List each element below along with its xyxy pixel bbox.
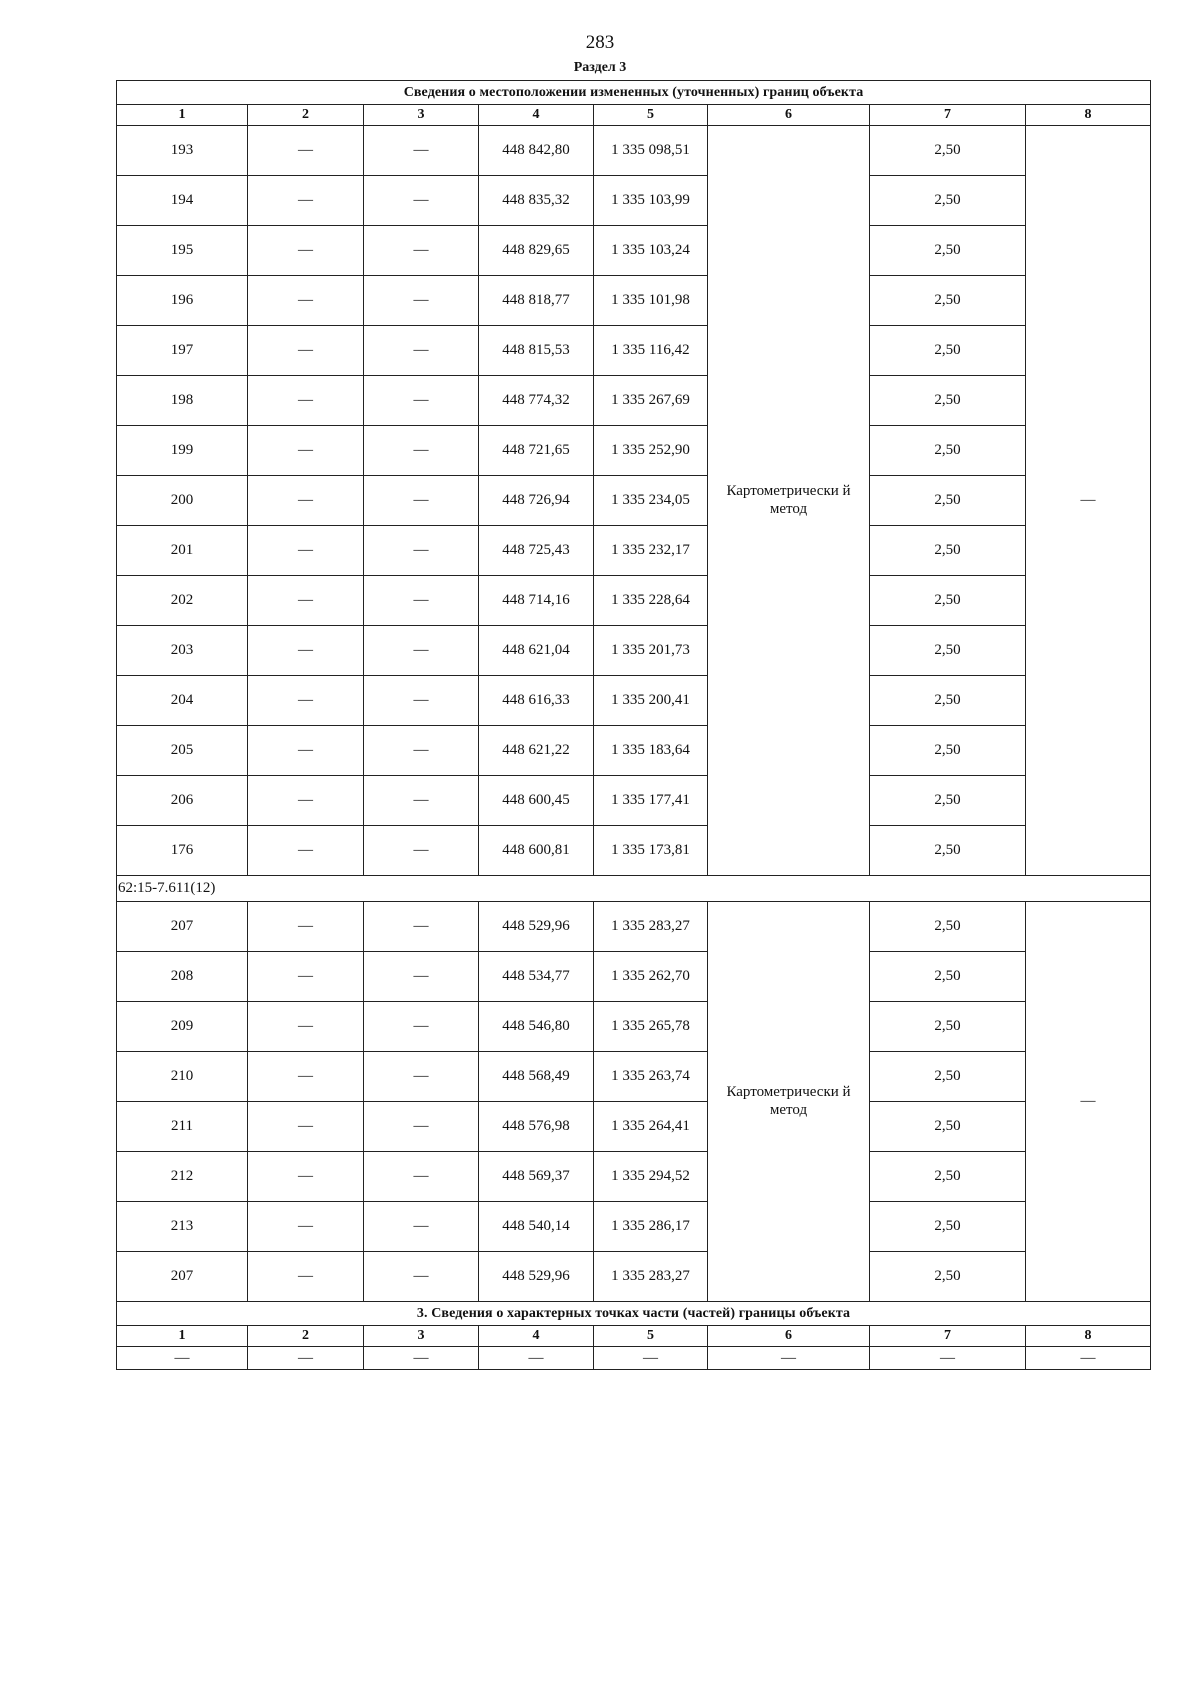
table-row [117, 1347, 1151, 1370]
previous-x: — [248, 576, 364, 626]
empty-cell: — [870, 1347, 1026, 1370]
table-row [117, 476, 1151, 526]
table-row [117, 1102, 1151, 1152]
accuracy-value: 2,50 [870, 176, 1026, 226]
previous-x: — [248, 476, 364, 526]
point-number: 199 [117, 426, 248, 476]
previous-y: — [364, 326, 479, 376]
table-row [117, 276, 1151, 326]
table-row [117, 176, 1151, 226]
empty-cell: — [117, 1347, 248, 1370]
coordinate-y: 1 335 098,51 [594, 126, 708, 176]
previous-x: — [248, 726, 364, 776]
coordinate-y: 1 335 283,27 [594, 902, 708, 952]
empty-cell: — [248, 1347, 364, 1370]
table-row [117, 226, 1151, 276]
column-header: 8 [1026, 1326, 1151, 1347]
table-row [117, 1252, 1151, 1302]
coordinate-x: 448 714,16 [479, 576, 594, 626]
previous-x: — [248, 276, 364, 326]
coordinate-x: 448 815,53 [479, 326, 594, 376]
accuracy-value: 2,50 [870, 776, 1026, 826]
point-number: 196 [117, 276, 248, 326]
previous-y: — [364, 526, 479, 576]
accuracy-value: 2,50 [870, 826, 1026, 876]
previous-y: — [364, 1202, 479, 1252]
previous-y: — [364, 476, 479, 526]
coordinate-y: 1 335 234,05 [594, 476, 708, 526]
column-header: 7 [870, 105, 1026, 126]
coordinate-y: 1 335 103,99 [594, 176, 708, 226]
previous-y: — [364, 176, 479, 226]
accuracy-value: 2,50 [870, 1202, 1026, 1252]
column-header: 6 [708, 1326, 870, 1347]
accuracy-value: 2,50 [870, 1002, 1026, 1052]
parts-caption: 3. Сведения о характерных точках части (частей) границы объекта [117, 1302, 1151, 1326]
point-number: 194 [117, 176, 248, 226]
table-caption: Сведения о местоположении измененных (уточненных) границ объекта [117, 81, 1151, 105]
accuracy-value: 2,50 [870, 1252, 1026, 1302]
section-title: Раздел 3 [573, 60, 627, 75]
coordinate-x: 448 835,32 [479, 176, 594, 226]
previous-x: — [248, 1152, 364, 1202]
table-row [117, 426, 1151, 476]
previous-y: — [364, 1052, 479, 1102]
table-row [117, 576, 1151, 626]
accuracy-value: 2,50 [870, 526, 1026, 576]
coordinate-y: 1 335 228,64 [594, 576, 708, 626]
column-header: 4 [479, 105, 594, 126]
column-header: 5 [594, 1326, 708, 1347]
coordinate-y: 1 335 264,41 [594, 1102, 708, 1152]
previous-y: — [364, 726, 479, 776]
coordinate-x: 448 534,77 [479, 952, 594, 1002]
point-number: 210 [117, 1052, 248, 1102]
coordinate-x: 448 842,80 [479, 126, 594, 176]
coordinate-y: 1 335 286,17 [594, 1202, 708, 1252]
coordinate-x: 448 774,32 [479, 376, 594, 426]
previous-x: — [248, 1202, 364, 1252]
previous-x: — [248, 1002, 364, 1052]
coordinate-y: 1 335 200,41 [594, 676, 708, 726]
accuracy-value: 2,50 [870, 476, 1026, 526]
previous-x: — [248, 226, 364, 276]
point-number: 212 [117, 1152, 248, 1202]
coordinate-y: 1 335 103,24 [594, 226, 708, 276]
coordinate-y: 1 335 232,17 [594, 526, 708, 576]
table-row [117, 726, 1151, 776]
point-number: 213 [117, 1202, 248, 1252]
table-row [117, 1002, 1151, 1052]
table-row [117, 526, 1151, 576]
column-header: 1 [117, 105, 248, 126]
previous-y: — [364, 376, 479, 426]
previous-y: — [364, 576, 479, 626]
previous-y: — [364, 126, 479, 176]
previous-x: — [248, 426, 364, 476]
table-row [117, 376, 1151, 426]
point-number: 202 [117, 576, 248, 626]
previous-x: — [248, 376, 364, 426]
previous-y: — [364, 952, 479, 1002]
previous-x: — [248, 676, 364, 726]
coordinate-y: 1 335 283,27 [594, 1252, 708, 1302]
previous-x: — [248, 526, 364, 576]
previous-y: — [364, 1102, 479, 1152]
column-header: 3 [364, 105, 479, 126]
coordinate-x: 448 818,77 [479, 276, 594, 326]
table-row [117, 326, 1151, 376]
coordinate-y: 1 335 262,70 [594, 952, 708, 1002]
coordinate-x: 448 600,81 [479, 826, 594, 876]
accuracy-value: 2,50 [870, 952, 1026, 1002]
point-number: 193 [117, 126, 248, 176]
point-number: 203 [117, 626, 248, 676]
point-number: 208 [117, 952, 248, 1002]
accuracy-value: 2,50 [870, 726, 1026, 776]
column-header: 2 [248, 1326, 364, 1347]
coordinate-x: 448 726,94 [479, 476, 594, 526]
column-header: 2 [248, 105, 364, 126]
boundary-coordinates-table [116, 80, 1151, 1370]
coordinate-x: 448 546,80 [479, 1002, 594, 1052]
empty-cell: — [708, 1347, 870, 1370]
table-row [117, 1202, 1151, 1252]
previous-x: — [248, 902, 364, 952]
previous-y: — [364, 776, 479, 826]
table-row [117, 776, 1151, 826]
coordinate-x: 448 540,14 [479, 1202, 594, 1252]
accuracy-value: 2,50 [870, 1102, 1026, 1152]
column-header: 4 [479, 1326, 594, 1347]
accuracy-value: 2,50 [870, 376, 1026, 426]
accuracy-value: 2,50 [870, 576, 1026, 626]
coordinate-x: 448 725,43 [479, 526, 594, 576]
empty-cell: — [594, 1347, 708, 1370]
accuracy-value: 2,50 [870, 226, 1026, 276]
coordinate-y: 1 335 263,74 [594, 1052, 708, 1102]
coordinate-x: 448 529,96 [479, 902, 594, 952]
point-number: 209 [117, 1002, 248, 1052]
empty-cell: — [1026, 1347, 1151, 1370]
column-header: 5 [594, 105, 708, 126]
previous-y: — [364, 626, 479, 676]
description-cell: — [1026, 126, 1151, 876]
point-number: 200 [117, 476, 248, 526]
coordinate-x: 448 621,04 [479, 626, 594, 676]
accuracy-value: 2,50 [870, 276, 1026, 326]
accuracy-value: 2,50 [870, 426, 1026, 476]
coordinate-x: 448 569,37 [479, 1152, 594, 1202]
previous-y: — [364, 902, 479, 952]
coordinate-y: 1 335 252,90 [594, 426, 708, 476]
table-row [117, 1052, 1151, 1102]
table-row [117, 826, 1151, 876]
coordinate-x: 448 621,22 [479, 726, 594, 776]
previous-x: — [248, 1252, 364, 1302]
empty-cell: — [364, 1347, 479, 1370]
previous-y: — [364, 1152, 479, 1202]
coordinate-y: 1 335 116,42 [594, 326, 708, 376]
point-number: 206 [117, 776, 248, 826]
previous-x: — [248, 626, 364, 676]
point-number: 207 [117, 902, 248, 952]
accuracy-value: 2,50 [870, 1052, 1026, 1102]
previous-x: — [248, 1102, 364, 1152]
previous-x: — [248, 776, 364, 826]
coordinate-x: 448 529,96 [479, 1252, 594, 1302]
previous-y: — [364, 676, 479, 726]
previous-x: — [248, 826, 364, 876]
point-number: 176 [117, 826, 248, 876]
coordinate-x: 448 600,45 [479, 776, 594, 826]
coordinate-y: 1 335 177,41 [594, 776, 708, 826]
previous-x: — [248, 176, 364, 226]
determination-method: Картометрически й метод [708, 902, 870, 1302]
table-row [117, 126, 1151, 176]
previous-y: — [364, 226, 479, 276]
coordinate-x: 448 616,33 [479, 676, 594, 726]
previous-y: — [364, 1252, 479, 1302]
accuracy-value: 2,50 [870, 626, 1026, 676]
column-header: 8 [1026, 105, 1151, 126]
previous-x: — [248, 952, 364, 1002]
coordinate-y: 1 335 265,78 [594, 1002, 708, 1052]
table-row [117, 1152, 1151, 1202]
previous-y: — [364, 826, 479, 876]
empty-cell: — [479, 1347, 594, 1370]
table-row [117, 902, 1151, 952]
previous-y: — [364, 1002, 479, 1052]
column-header: 6 [708, 105, 870, 126]
coordinate-y: 1 335 183,64 [594, 726, 708, 776]
column-header: 3 [364, 1326, 479, 1347]
previous-x: — [248, 326, 364, 376]
coordinate-x: 448 829,65 [479, 226, 594, 276]
previous-x: — [248, 126, 364, 176]
accuracy-value: 2,50 [870, 902, 1026, 952]
point-number: 198 [117, 376, 248, 426]
column-header: 7 [870, 1326, 1026, 1347]
point-number: 195 [117, 226, 248, 276]
accuracy-value: 2,50 [870, 126, 1026, 176]
coordinate-y: 1 335 294,52 [594, 1152, 708, 1202]
coordinate-y: 1 335 267,69 [594, 376, 708, 426]
coordinate-y: 1 335 101,98 [594, 276, 708, 326]
coordinate-x: 448 568,49 [479, 1052, 594, 1102]
accuracy-value: 2,50 [870, 326, 1026, 376]
point-number: 205 [117, 726, 248, 776]
point-number: 197 [117, 326, 248, 376]
coordinate-y: 1 335 201,73 [594, 626, 708, 676]
coordinate-x: 448 721,65 [479, 426, 594, 476]
point-number: 201 [117, 526, 248, 576]
point-number: 211 [117, 1102, 248, 1152]
coordinate-y: 1 335 173,81 [594, 826, 708, 876]
previous-x: — [248, 1052, 364, 1102]
accuracy-value: 2,50 [870, 1152, 1026, 1202]
description-cell: — [1026, 902, 1151, 1302]
accuracy-value: 2,50 [870, 676, 1026, 726]
table-row [117, 626, 1151, 676]
point-number: 207 [117, 1252, 248, 1302]
table-row [117, 676, 1151, 726]
point-number: 204 [117, 676, 248, 726]
coordinate-x: 448 576,98 [479, 1102, 594, 1152]
previous-y: — [364, 426, 479, 476]
column-header: 1 [117, 1326, 248, 1347]
page-number: 283 [585, 32, 615, 53]
cadastral-subdivision-label: 62:15-7.611(12) [117, 876, 1151, 902]
previous-y: — [364, 276, 479, 326]
table-row [117, 952, 1151, 1002]
determination-method: Картометрически й метод [708, 126, 870, 876]
